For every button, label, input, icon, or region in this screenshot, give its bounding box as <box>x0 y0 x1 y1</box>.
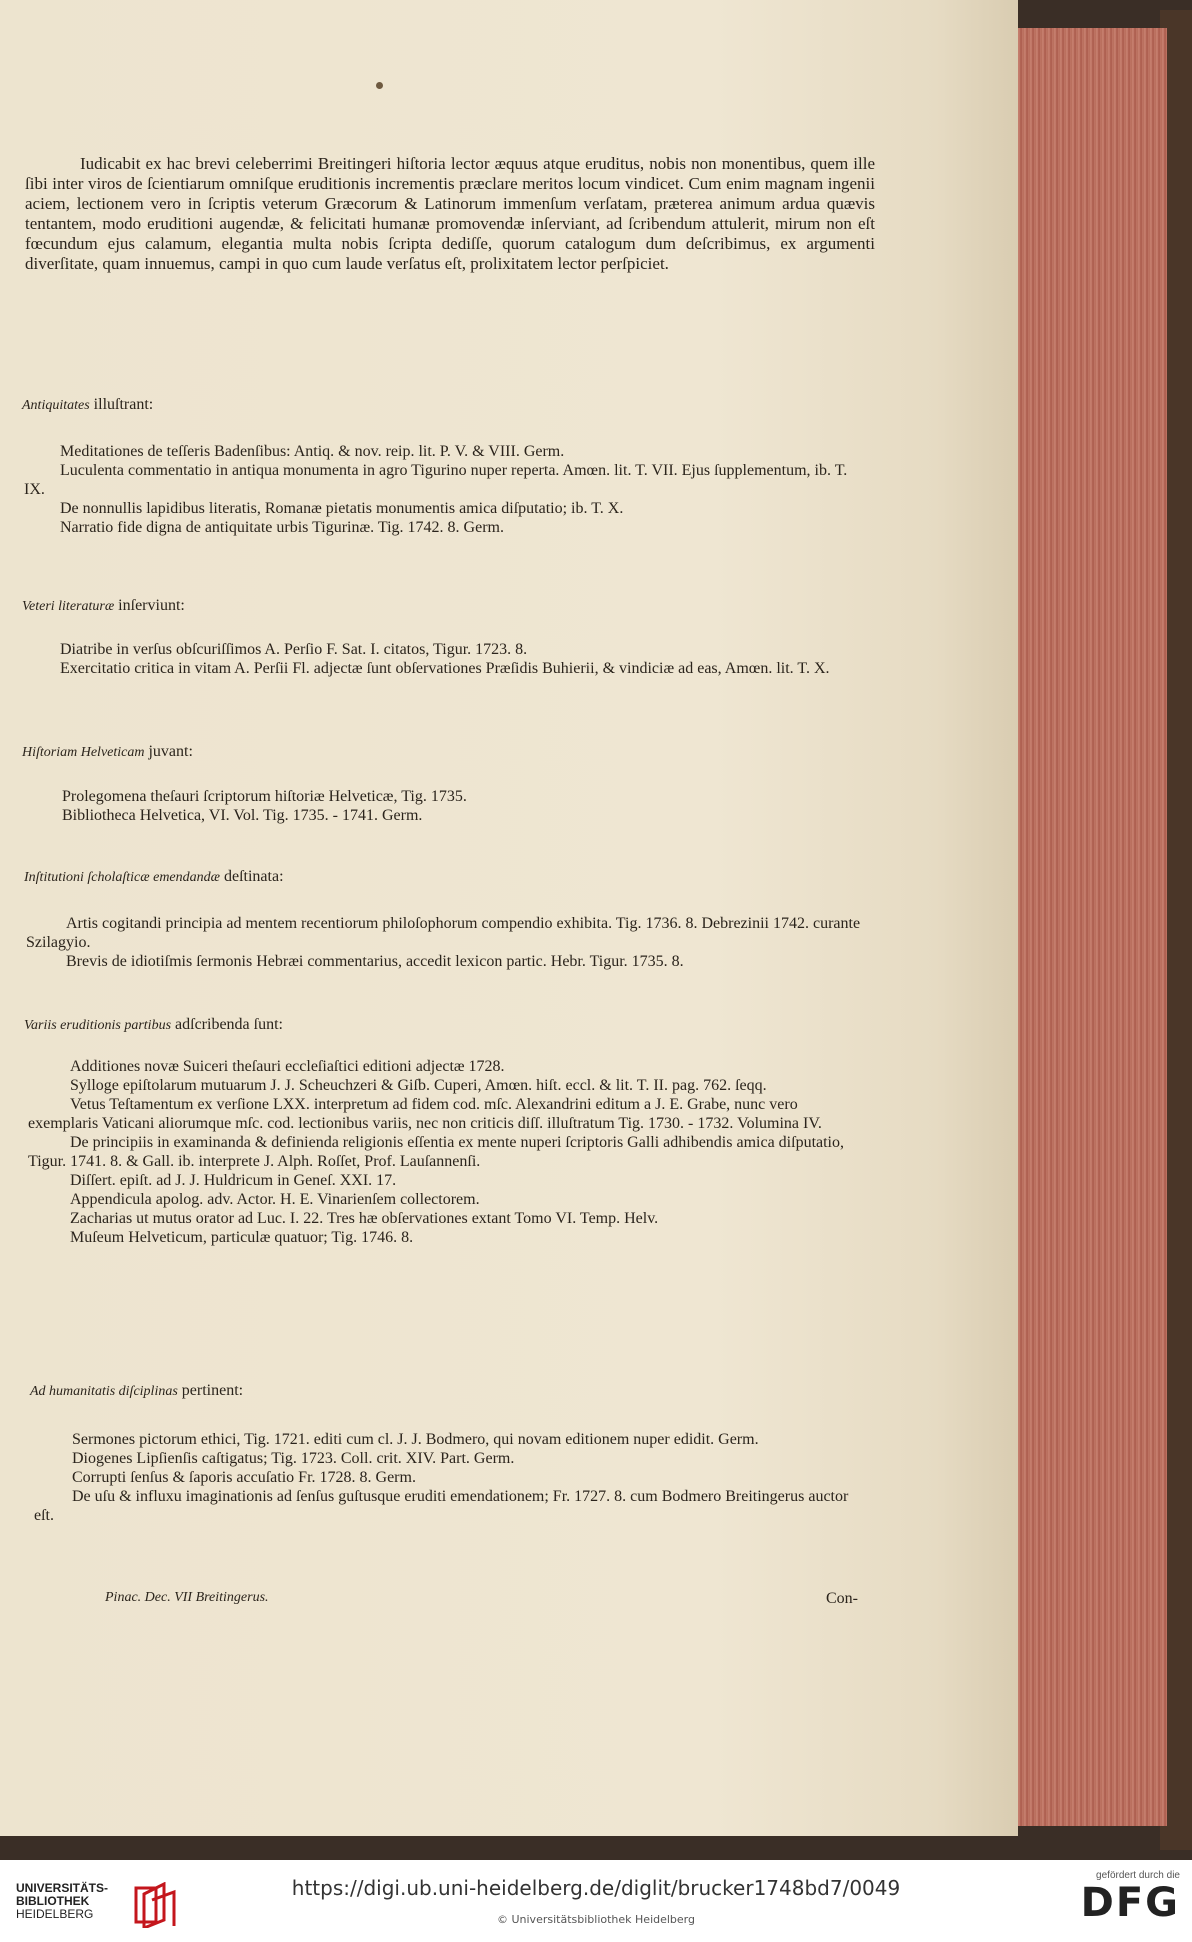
entry: De principiis in examinanda & definienda religionis eſſentia ex mente nuperi ſcriptoris Galli adhibendis amica diſputatio, Tigur. 1741. 8. & Gall. ib. interprete J. Alph. Roſſet, Prof. Lauſannenſi. <box>28 1134 844 1170</box>
entry: Sermones pictorum ethici, Tig. 1721. editi cum cl. J. J. Bodmero, qui novam editionem nuper edidit. Germ. <box>72 1431 759 1448</box>
entry: Corrupti ſenſus & ſaporis accuſatio Fr. 1728. 8. Germ. <box>72 1469 416 1486</box>
section-heading-italic: Ad humanitatis diſciplinas <box>30 1384 178 1399</box>
section-heading-rest: adſcribenda ſunt: <box>171 1016 283 1033</box>
entry: Artis cogitandi principia ad mentem recentiorum philoſophorum compendio exhibita. Tig. 1736. 8. Debrezinii 1742. curante Szilagyio. <box>26 915 861 951</box>
funder-label: gefördert durch die <box>1096 1870 1180 1881</box>
viewer-footer-bar <box>0 1860 1192 1942</box>
page-signature: Pinac. Dec. VII Breitingerus. <box>105 1590 269 1605</box>
library-name-line3: HEIDELBERG <box>16 1907 94 1921</box>
section-heading-humanitatis <box>30 1382 243 1400</box>
section-heading-italic: Variis eruditionis partibus <box>24 1018 172 1033</box>
section-heading-italic: Inſtitutioni ſcholaſticæ emendandæ <box>24 870 220 885</box>
section-entries-historiam <box>26 787 866 825</box>
entry: Diatribe in verſus obſcuriſſimos A. Perſio F. Sat. I. citatos, Tigur. 1723. 8. <box>60 641 528 658</box>
entry: Zacharias ut mutus orator ad Luc. I. 22. Tres hæ obſervationes extant Tomo VI. Temp. Helv. <box>70 1210 659 1227</box>
entry: Exercitatio critica in vitam A. Perſii Fl. adjectæ ſunt obſervationes Præſidis Buhierii, & vindiciæ ad eas, Amœn. lit. T. X. <box>60 660 830 677</box>
book-page-edges <box>1015 28 1167 1826</box>
section-heading-rest: inſerviunt: <box>114 597 185 614</box>
entry: Brevis de idiotiſmis ſermonis Hebræi commentarius, accedit lexicon partic. Hebr. Tigur. 1735. 8. <box>66 953 684 970</box>
section-entries-humanitatis <box>34 1430 868 1525</box>
entry: Additiones novæ Suiceri theſauri eccleſiaſtici editioni adjectæ 1728. <box>70 1058 505 1075</box>
section-heading-rest: deſtinata: <box>219 868 284 885</box>
section-heading-italic: Hiſtoriam Helveticam <box>22 745 145 760</box>
permalink-url[interactable]: https://digi.ub.uni-heidelberg.de/diglit/brucker1748bd7/0049 <box>291 1876 901 1900</box>
intro-paragraph: Iudicabit ex hac brevi celeberrimi Breitingeri hiſtoria lector æquus atque eruditus, nobis non monentibus, quem ille ſibi inter viros de ſcientiarum omniſque eruditionis incrementis præclare meritos locum vindicet. Cum enim magnam ingenii aciem, lectionem vero in ſcriptis veterum Græcorum & Latinorum immenſum verſatam, præterea animum ardua quævis tentantem, modo eruditioni augendæ, & felicitati humanæ promovendæ inſerviant, ad ſcribendum attulerit, mirum non eſt fœcundum ejus calamum, elegantia multa nobis ſcripta dediſſe, quorum catalogum dum deſcribimus, ex argumenti diverſitate, quam innuemus, campi in quo cum laude verſatus eſt, prolixitatem lector perſpiciet. <box>25 154 880 273</box>
library-name-line2: BIBLIOTHEK <box>16 1894 90 1908</box>
ink-spot <box>376 82 383 89</box>
section-heading-institutioni <box>24 868 284 886</box>
entry: Diogenes Lipſienſis caſtigatus; Tig. 1723. Coll. crit. XIV. Part. Germ. <box>72 1450 515 1467</box>
section-heading-rest: pertinent: <box>177 1382 244 1399</box>
entry: Appendicula apolog. adv. Actor. H. E. Vinarienſem collectorem. <box>70 1191 480 1208</box>
funder-logo[interactable] <box>1050 1870 1180 1936</box>
entry: Narratio fide digna de antiquitate urbis Tigurinæ. Tig. 1742. 8. Germ. <box>60 519 504 536</box>
copyright-notice: © Universitätsbibliothek Heidelberg <box>496 1913 695 1926</box>
entry: Muſeum Helveticum, particulæ quatuor; Tig. 1746. 8. <box>70 1229 414 1246</box>
entry: Sylloge epiſtolarum mutuarum J. J. Scheuchzeri & Giſb. Cuperi, Amœn. hiſt. eccl. & lit. T. II. pag. 762. ſeqq. <box>70 1077 767 1094</box>
section-entries-antiquitates <box>24 442 864 537</box>
entry: De nonnullis lapidibus literatis, Romanæ pietatis monumentis amica diſputatio; ib. T. X. <box>60 500 624 517</box>
library-name-line1: UNIVERSITÄTS- <box>16 1881 109 1895</box>
section-heading-italic: Veteri literaturæ <box>22 599 115 614</box>
dfg-logo-icon: DFG <box>1080 1880 1180 1926</box>
entry: Prolegomena theſauri ſcriptorum hiſtoriæ Helveticæ, Tig. 1735. <box>62 788 467 805</box>
entry: Meditationes de teſſeris Badenſibus: Antiq. & nov. reip. lit. P. V. & VIII. Germ. <box>60 443 565 460</box>
entry: De uſu & influxu imaginationis ad ſenſus guſtusque eruditi emendationem; Fr. 1727. 8. cum Bodmero Breitingerus auctor eſt. <box>34 1488 849 1524</box>
section-heading-antiquitates <box>22 396 153 414</box>
entry: Diſſert. epiſt. ad J. J. Huldricum in Geneſ. XXI. 17. <box>70 1172 397 1189</box>
entry: Bibliotheca Helvetica, VI. Vol. Tig. 1735. - 1741. Germ. <box>62 807 423 824</box>
section-heading-variis <box>24 1016 283 1034</box>
section-entries-veteri <box>24 640 864 678</box>
section-entries-variis <box>28 1057 870 1247</box>
entry: Luculenta commentatio in antiqua monumenta in agro Tigurino nuper reperta. Amœn. lit. T. VII. Ejus ſupplementum, ib. T. IX. <box>24 462 848 498</box>
section-heading-italic: Antiquitates <box>22 398 90 413</box>
section-heading-rest: juvant: <box>144 743 193 760</box>
section-heading-historiam <box>22 743 193 761</box>
section-heading-veteri <box>22 597 185 615</box>
page-catchword: Con- <box>826 1590 858 1607</box>
section-heading-rest: illuſtrant: <box>89 396 154 413</box>
section-entries-institutioni <box>26 914 868 971</box>
entry: Vetus Teſtamentum ex verſione LXX. interpretum ad fidem cod. mſc. Alexandrini editum a J. E. Grabe, nunc vero exemplaris Vaticani aliorumque mſc. cod. lectionibus variis, nec non criticis diſſ. illuſtratum Tig. 1730. - 1732. Volumina IV. <box>28 1096 822 1132</box>
